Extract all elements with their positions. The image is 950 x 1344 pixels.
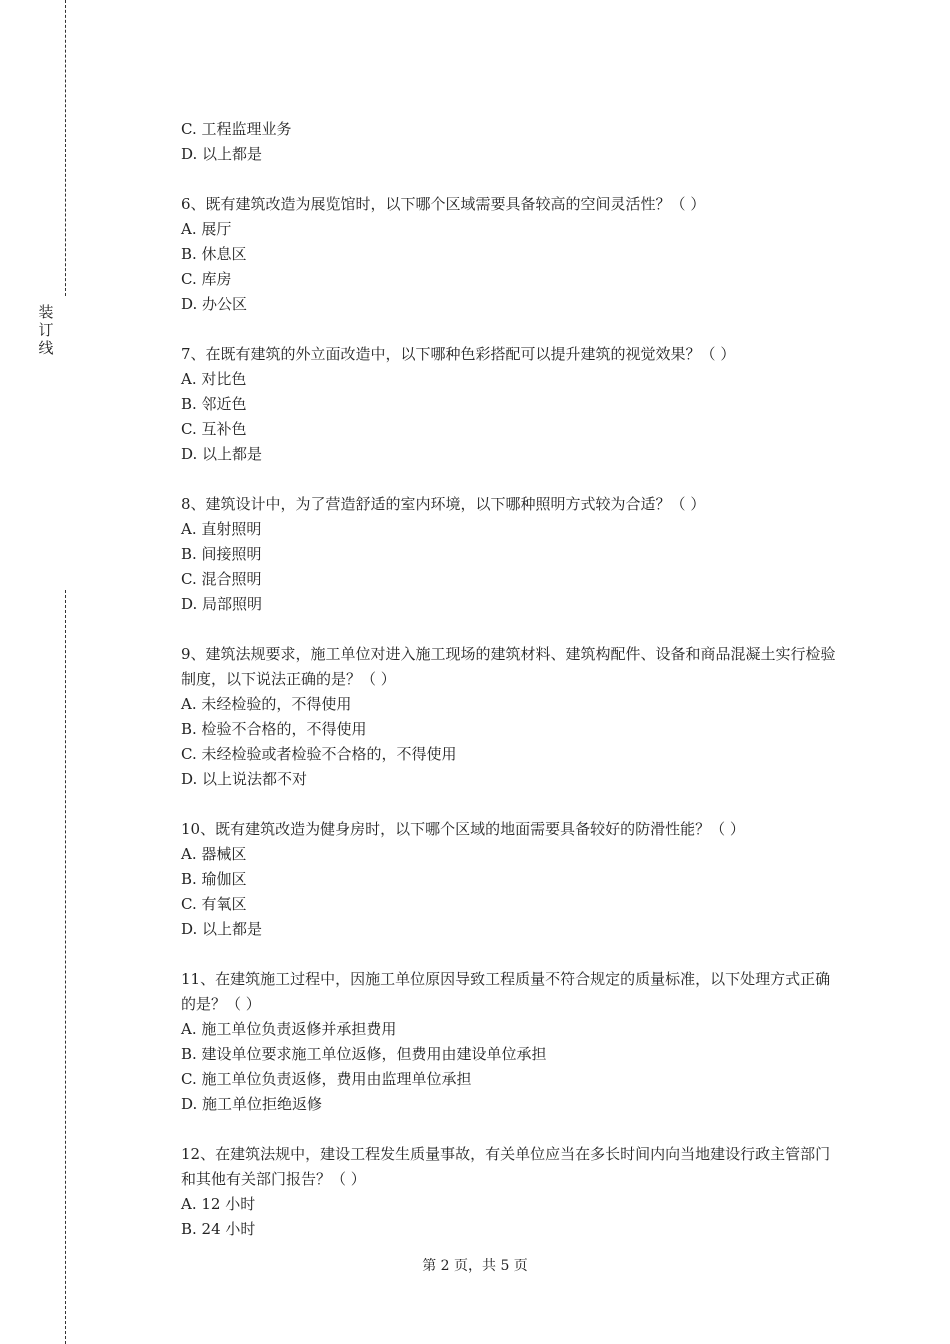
answer-option: C. 互补色: [181, 420, 247, 438]
question-block: [181, 967, 841, 1117]
question-list: [181, 117, 841, 1242]
answer-option: C. 库房: [181, 270, 232, 288]
question-stem: 9、建筑法规要求，施工单位对进入施工现场的建筑材料、建筑构配件、设备和商品混凝土实行检验制度，以下说法正确的是？（ ）: [181, 645, 836, 688]
answer-option: B. 瑜伽区: [181, 870, 247, 888]
answer-option: C. 有氧区: [181, 895, 247, 913]
answer-option: A. 器械区: [181, 845, 247, 863]
answer-option: C. 施工单位负责返修，费用由监理单位承担: [181, 1070, 472, 1088]
binding-label: [38, 303, 54, 357]
answer-option: C. 未经检验或者检验不合格的，不得使用: [181, 745, 457, 763]
answer-option: A. 展厅: [181, 220, 232, 238]
answer-option: B. 检验不合格的，不得使用: [181, 720, 367, 738]
answer-option: D. 以上都是: [181, 145, 263, 163]
question-stem: 11、在建筑施工过程中，因施工单位原因导致工程质量不符合规定的质量标准，以下处理方式正确的是？（ ）: [181, 970, 831, 1013]
binding-label-char: 装: [38, 303, 54, 321]
question-block: [181, 117, 841, 167]
binding-label-char: 订: [38, 321, 54, 339]
binding-line-top: [65, 0, 66, 296]
question-stem: 10、既有建筑改造为健身房时，以下哪个区域的地面需要具备较好的防滑性能？（ ）: [181, 820, 745, 838]
answer-option: B. 休息区: [181, 245, 247, 263]
answer-option: B. 邻近色: [181, 395, 247, 413]
page-number: 第 2 页，共 5 页: [422, 1258, 528, 1274]
answer-option: B. 建设单位要求施工单位返修，但费用由建设单位承担: [181, 1045, 547, 1063]
answer-option: A. 未经检验的，不得使用: [181, 695, 352, 713]
answer-option: D. 局部照明: [181, 595, 263, 613]
answer-option: D. 施工单位拒绝返修: [181, 1095, 323, 1113]
answer-option: C. 工程监理业务: [181, 120, 292, 138]
binding-label-char: 线: [38, 339, 54, 357]
binding-line-bottom: [65, 590, 66, 1344]
answer-option: D. 以上都是: [181, 920, 263, 938]
answer-option: A. 施工单位负责返修并承担费用: [181, 1020, 397, 1038]
question-stem: 6、既有建筑改造为展览馆时，以下哪个区域需要具备较高的空间灵活性？（ ）: [181, 195, 706, 213]
answer-option: C. 混合照明: [181, 570, 262, 588]
question-stem: 12、在建筑法规中，建设工程发生质量事故，有关单位应当在多长时间内向当地建设行政主管部门和其他有关部门报告？（ ）: [181, 1145, 831, 1188]
answer-option: D. 以上说法都不对: [181, 770, 308, 788]
answer-option: A. 直射照明: [181, 520, 262, 538]
question-block: [181, 642, 841, 792]
answer-option: A. 对比色: [181, 370, 247, 388]
question-block: [181, 1142, 841, 1242]
answer-option: B. 间接照明: [181, 545, 262, 563]
answer-option: D. 以上都是: [181, 445, 263, 463]
answer-option: D. 办公区: [181, 295, 248, 313]
question-stem: 7、在既有建筑的外立面改造中，以下哪种色彩搭配可以提升建筑的视觉效果？（ ）: [181, 345, 736, 363]
question-block: [181, 342, 841, 467]
question-block: [181, 192, 841, 317]
question-block: [181, 817, 841, 942]
question-stem: 8、建筑设计中，为了营造舒适的室内环境，以下哪种照明方式较为合适？（ ）: [181, 495, 706, 513]
answer-option: B. 24 小时: [181, 1220, 256, 1238]
answer-option: A. 12 小时: [181, 1195, 256, 1213]
question-block: [181, 492, 841, 617]
